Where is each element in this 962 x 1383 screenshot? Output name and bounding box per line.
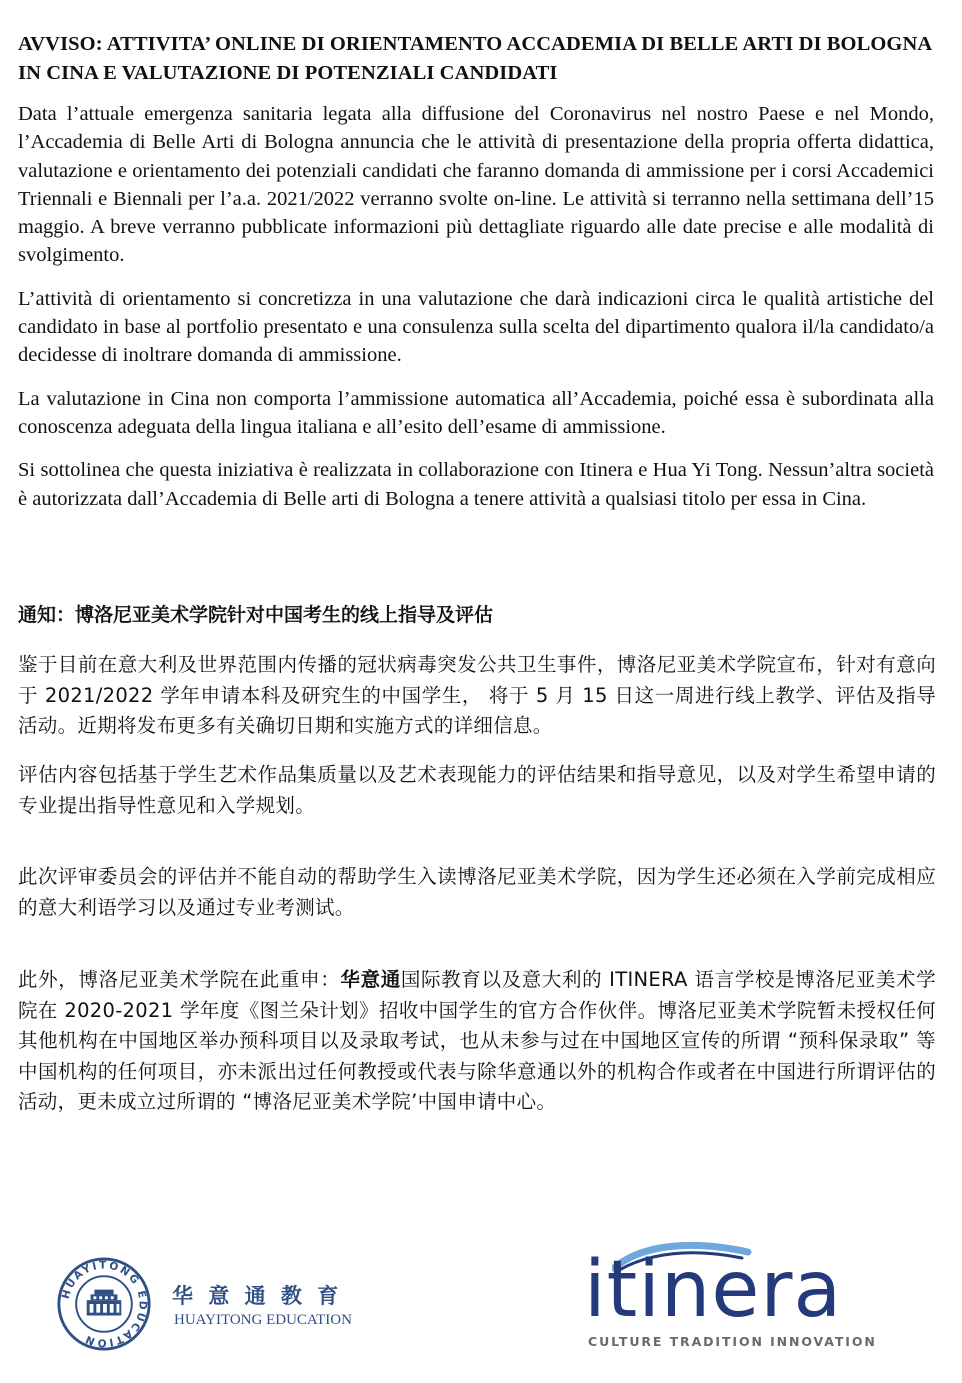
itinera-logo xyxy=(582,1238,877,1350)
chinese-notice-title: 通知：博洛尼亚美术学院针对中国考生的线上指导及评估 xyxy=(18,604,494,626)
italian-paragraph-2: L’attività di orientamento si concretizza in una valutazione che darà indicazioni circa le qualità artistiche del candidato in base al portfolio presentato e una consulenza sulla scelta del dipartimento qualora il/la candidato/a decidesse di inoltrare domanda di ammissione. xyxy=(18,287,934,367)
huayitong-highlight: 华意通 xyxy=(340,968,401,991)
italian-paragraph-3: La valutazione in Cina non comporta l’ammissione automatica all’Accademia, poiché essa è subordinata alla conoscenza adeguata della lingua italiana e all’esito dell’esame di ammissione. xyxy=(18,387,934,438)
seal-text: HUAYITONG EDUCATION xyxy=(59,1259,149,1349)
chinese-paragraph-3: 此次评审委员会的评估并不能自动的帮助学生入读博洛尼亚美术学院，因为学生还必须在入学前完成相应的意大利语学习以及通过专业考测试。 xyxy=(18,865,936,919)
chinese-paragraph-2: 评估内容包括基于学生艺术作品集质量以及艺术表现能力的评估结果和指导意见，以及对学生希望申请的专业提出指导性意见和入学规划。 xyxy=(18,763,936,817)
chinese-paragraph-4 xyxy=(18,965,936,1118)
huayitong-english-name: HUAYITONG EDUCATION xyxy=(174,1312,352,1328)
huayitong-seal-icon xyxy=(56,1256,152,1352)
chinese-paragraph-4-prefix: 此外，博洛尼亚美术学院在此重申： xyxy=(18,968,341,991)
itinera-wordmark: itinera xyxy=(584,1245,843,1335)
italian-section xyxy=(18,30,934,528)
huayitong-chinese-name: 华 意 通 教 育 xyxy=(172,1284,343,1308)
italian-paragraph-1: Data l’attuale emergenza sanitaria legata alla diffusione del Coronavirus nel nostro Paese e nel Mondo, l’Accademia di Belle Arti di Bologna annuncia che le attività di presentazione della propria offerta didattica, valutazione e orientamento dei potenziali candidati che faranno domanda di ammissione per i corsi Accademici Triennali e Biennali per l’a.a. 2021/2022 verranno svolte on-line. Le attività si terranno nella settimana dell’15 maggio. A breve verranno pubblicate informazioni più dettagliate riguardo alle date precise e alle modalità di svolgimento. xyxy=(18,103,934,267)
itinera-tagline: CULTURE TRADITION INNOVATION xyxy=(588,1334,877,1349)
italian-paragraph-4: Si sottolinea che questa iniziativa è realizzata in collaborazione con Itinera e Hua Yi Tong. Nessun’altra società è autorizzata dall’Accademia di Belle arti di Bologna a tenere attività a qualsiasi titolo per essa in Cina. xyxy=(18,459,934,510)
italian-notice-title: AVVISO: ATTIVITA’ ONLINE DI ORIENTAMENTO ACCADEMIA DI BELLE ARTI DI BOLOGNA IN CINA E VALUTAZIONE DI POTENZIALI CANDIDATI xyxy=(18,33,932,84)
chinese-paragraph-4-rest: 国际教育以及意大利的 ITINERA 语言学校是博洛尼亚美术学院在 2020-2021 学年度《图兰朵计划》招收中国学生的官方合作伙伴。博洛尼亚美术学院暂未授权任何其他机构在中国地区举办预科项目以及录取考试，也从未参与过在中国地区宣传的所谓 “预科保录取” 等中国机构的任何项目，亦未派出过任何教授或代表与除华意通以外的机构合作或者在中国进行所谓评估的活动，更未成立过所谓的 “博洛尼亚美术学院’中国申请中心。 xyxy=(18,968,936,1113)
huayitong-logo xyxy=(56,1256,376,1349)
chinese-paragraph-1: 鉴于目前在意大利及世界范围内传播的冠状病毒突发公共卫生事件，博洛尼亚美术学院宣布，针对有意向于 2021/2022 学年申请本科及研究生的中国学生， 将于 5 月 15 日这一周进行线上教学、评估及指导活动。近期将发布更多有关确切日期和实施方式的详细信息。 xyxy=(18,653,936,737)
